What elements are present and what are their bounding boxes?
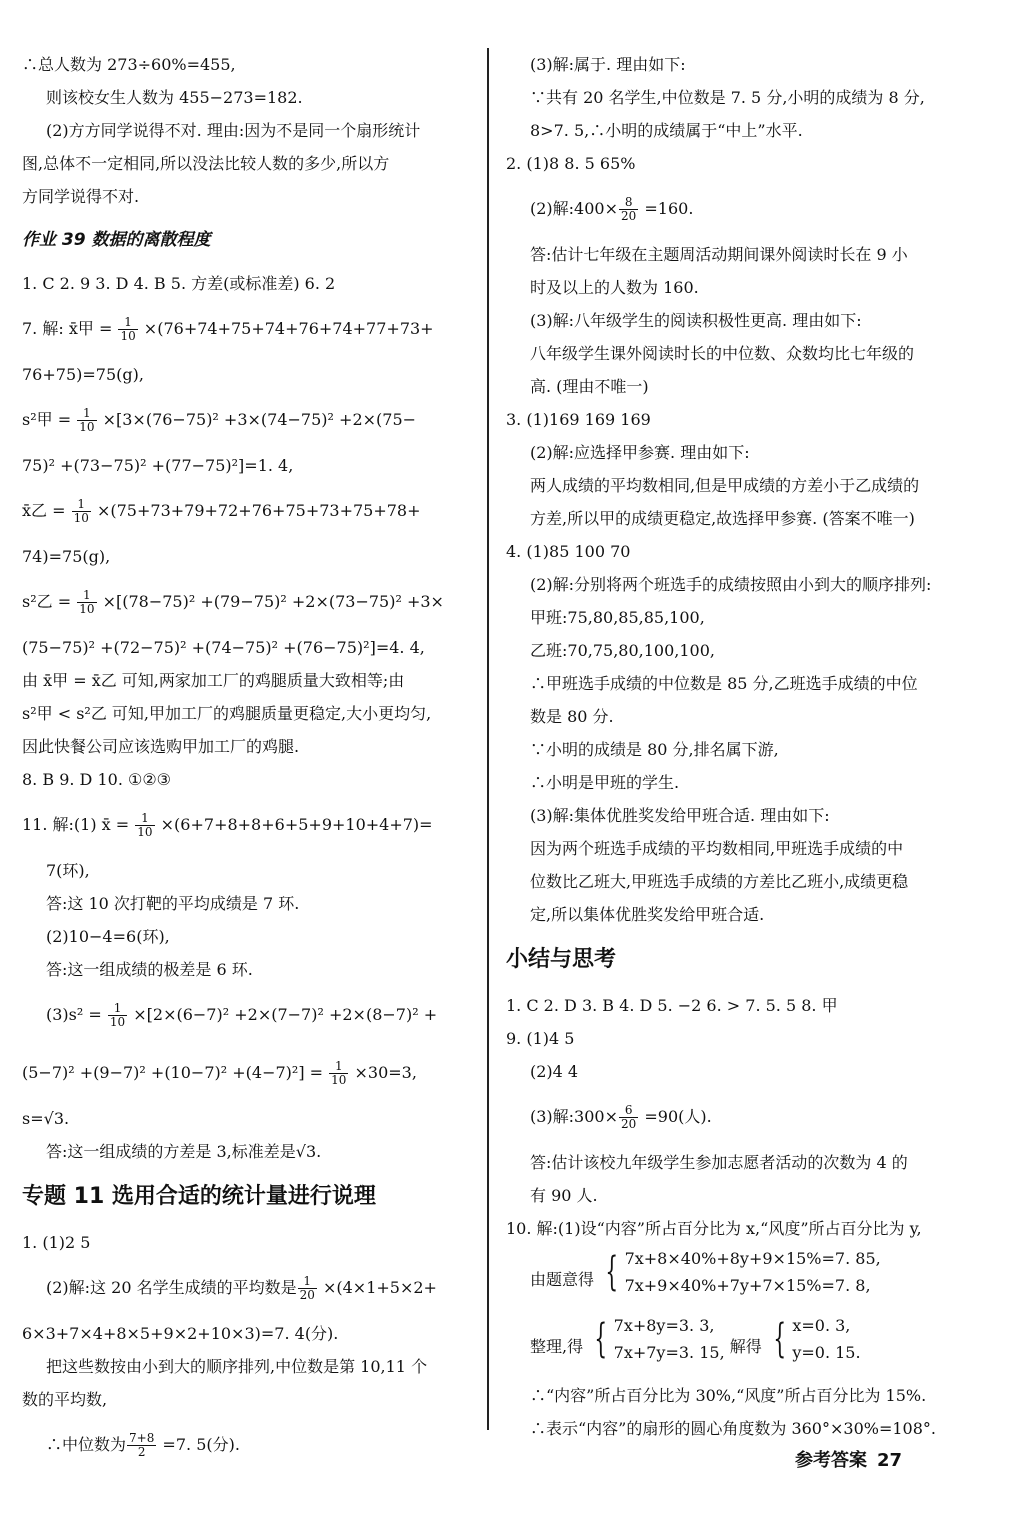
text-span: ×[3×(76−75)² +3×(74−75)² +2×(75− [97,410,417,429]
equation-system [767,1312,861,1366]
text-line: (2)10−4=6(环), [46,927,170,946]
fraction [77,589,96,616]
section-heading-39: 作业 39 数据的离散程度 [22,230,211,250]
text-line: 1. C 2. 9 3. D 4. B 5. 方差(或标准差) 6. 2 [22,274,336,293]
text-line: 74)=75(g), [22,547,111,566]
text-line: (2)解:分别将两个班选手的成绩按照由小到大的顺序排列: [530,575,932,594]
equation: 7x+8×40%+8y+9×15%=7. 85, [624,1249,881,1268]
fraction-numerator: 1 [77,589,96,603]
right-column [506,48,954,1445]
text-line: 76+75)=75(g), [22,365,144,384]
fraction [77,407,96,434]
brace-icon: { [605,1249,619,1295]
text-line: 位数比乙班大,甲班选手成绩的方差比乙班小,成绩更稳 [530,872,909,891]
brace-icon: { [594,1316,608,1362]
text-line: 1. C 2. D 3. B 4. D 5. −2 6. > 7. 5. 5 8. 甲 [506,996,838,1015]
text-line: 时及以上的人数为 160. [530,278,699,297]
text-span: 整理,得 [530,1337,584,1356]
text-line [22,1416,470,1474]
fraction-numerator: 1 [329,1060,348,1074]
fraction [619,196,638,223]
fraction [118,316,137,343]
text-line [22,573,470,631]
page-number: 27 [877,1450,903,1471]
text-line: 因为两个班选手成绩的平均数相同,甲班选手成绩的中 [530,839,904,858]
text-line: 6×3+7×4+8×5+9×2+10×3)=7. 4(分). [22,1324,339,1343]
text-span: ×30=3, [349,1063,417,1082]
text-line: 数是 80 分. [530,707,614,726]
text-line [22,1044,470,1102]
text-line: ∵共有 20 名学生,中位数是 7. 5 分,小明的成绩为 8 分, [530,88,925,107]
text-span: 11. 解:(1) x̄ = [22,815,135,834]
text-line: 9. (1)4 5 [506,1029,575,1048]
text-line: ∴总人数为 273÷60%=455, [22,55,236,74]
fraction-numerator: 1 [118,316,137,330]
text-line: (3)解:集体优胜奖发给甲班合适. 理由如下: [530,806,830,825]
text-line: 乙班:70,75,80,100,100, [530,641,715,660]
fraction-denominator: 10 [79,602,95,616]
text-line: s=√3. [22,1109,70,1128]
text-line [506,1088,954,1146]
text-span: =90(人). [639,1107,712,1126]
equation-rows [625,1245,881,1299]
text-line: 答:估计七年级在主题周活动期间课外阅读时长在 9 小 [530,245,908,264]
text-line: (2)解:应选择甲参赛. 理由如下: [530,443,750,462]
text-line [22,391,470,449]
text-line: ∴表示“内容”的扇形的圆心角度数为 360°×30%=108°. [530,1419,936,1438]
fraction [329,1060,348,1087]
text-line: 2. (1)8 8. 5 65% [506,154,636,173]
text-line: 答:这一组成绩的方差是 3,标准差是√3. [46,1142,322,1161]
equation-system-line [506,1312,954,1379]
text-span: (3)解:300× [530,1107,619,1126]
text-line [22,986,470,1044]
fraction [298,1275,317,1302]
text-line: (75−75)² +(72−75)² +(74−75)² +(76−75)²]=4. 4, [22,638,425,657]
fraction-denominator: 10 [73,511,89,525]
equation: 7x+9×40%+7y+7×15%=7. 8, [624,1276,871,1295]
text-line [22,482,470,540]
text-span: ×(6+7+8+8+6+5+9+10+4+7)= [155,815,433,834]
text-line: 8. B 9. D 10. ①②③ [22,770,172,789]
fraction-denominator: 10 [109,1015,126,1029]
text-span: s²甲 = [22,410,77,429]
fraction [619,1104,638,1131]
text-span: 解得 [729,1337,762,1356]
equation-system [588,1312,724,1366]
text-line: 由 x̄甲 = x̄乙 可知,两家加工厂的鸡腿质量大致相等;由 [22,671,405,690]
fraction-denominator: 20 [621,209,637,223]
equation-rows [792,1312,860,1366]
text-span: ∴中位数为 [46,1435,127,1454]
fraction-denominator: 10 [331,1073,347,1087]
brace-icon: { [773,1316,786,1362]
text-line: 答:这一组成绩的极差是 6 环. [46,960,253,979]
page-footer [795,1446,902,1472]
fraction-numerator: 1 [108,1002,127,1016]
text-line: 定,所以集体优胜奖发给甲班合适. [530,905,765,924]
text-line: (3)解:八年级学生的阅读积极性更高. 理由如下: [530,311,862,330]
fraction-denominator: 2 [137,1445,146,1459]
fraction [108,1002,127,1029]
text-span: (3)s² = [46,1005,107,1024]
text-span: 由题意得 [530,1270,595,1289]
text-span: x̄乙 = [22,501,71,520]
text-line: ∴“内容”所占百分比为 30%,“风度”所占百分比为 15%. [530,1386,927,1405]
text-line: 图,总体不一定相同,所以没法比较人数的多少,所以方 [22,154,390,173]
text-line: 则该校女生人数为 455−273=182. [46,88,303,107]
equation-system-line [506,1245,954,1312]
fraction-denominator: 20 [621,1117,637,1131]
text-line: 方差,所以甲的成绩更稳定,故选择甲参赛. (答案不唯一) [530,509,915,528]
fraction-numerator: 1 [135,812,154,826]
text-line: 7(环), [46,861,90,880]
text-line: 答:估计该校九年级学生参加志愿者活动的次数为 4 的 [530,1153,908,1172]
text-span: s²乙 = [22,592,77,611]
text-span: (2)解:400× [530,199,619,218]
text-line: (2)方方同学说得不对. 理由:因为不是同一个扇形统计 [46,121,421,140]
fraction-denominator: 20 [299,1288,315,1302]
text-line: 1. (1)2 5 [22,1233,91,1252]
equation: x=0. 3, [792,1316,851,1335]
fraction-numerator: 8 [619,196,638,210]
text-line: (2)4 4 [530,1062,579,1081]
text-line: 因此快餐公司应该选购甲加工厂的鸡腿. [22,737,300,756]
text-span: (5−7)² +(9−7)² +(10−7)² +(4−7)²] = [22,1063,329,1082]
text-line: 甲班:75,80,85,85,100, [530,608,705,627]
text-line [22,796,470,854]
text-line [506,180,954,238]
text-line: 答:这 10 次打靶的平均成绩是 7 环. [46,894,300,913]
text-line: 把这些数按由小到大的顺序排列,中位数是第 10,11 个 [46,1357,428,1376]
text-span: ×(75+73+79+72+76+75+73+75+78+ [91,501,421,520]
text-line: s²甲 < s²乙 可知,甲加工厂的鸡腿质量更稳定,大小更均匀, [22,704,432,723]
text-line: 4. (1)85 100 70 [506,542,631,561]
text-span: ×(76+74+75+74+76+74+77+73+ [138,319,434,338]
fraction [127,1432,156,1459]
text-line: ∴小明是甲班的学生. [530,773,680,792]
text-line: 方同学说得不对. [22,187,140,206]
text-line: 两人成绩的平均数相同,但是甲成绩的方差小于乙成绩的 [530,476,920,495]
text-line [22,1259,470,1317]
text-span: ×[2×(6−7)² +2×(7−7)² +2×(8−7)² + [128,1005,438,1024]
column-divider [487,48,489,1430]
text-line: 8>7. 5,∴小明的成绩属于“中上”水平. [530,121,803,140]
fraction-numerator: 1 [72,498,91,512]
equation-rows [614,1312,725,1366]
fraction-numerator: 6 [619,1104,638,1118]
text-line [22,300,470,358]
fraction-numerator: 1 [77,407,96,421]
text-line: 数的平均数, [22,1390,108,1409]
equation: 7x+8y=3. 3, [613,1316,715,1335]
fraction [72,498,91,525]
left-column [22,48,470,1474]
text-span: =160. [639,199,694,218]
text-span: ×(4×1+5×2+ [317,1278,437,1297]
text-span: 7. 解: x̄甲 = [22,319,118,338]
text-span: (2)解:这 20 名学生成绩的平均数是 [46,1278,297,1297]
footer-label: 参考答案 [795,1450,867,1471]
equation: 7x+7y=3. 15, [613,1343,725,1362]
fraction-numerator: 7+8 [129,1431,155,1445]
text-line: 3. (1)169 169 169 [506,410,651,429]
text-line: 75)² +(73−75)² +(77−75)²]=1. 4, [22,456,294,475]
text-line: ∴甲班选手成绩的中位数是 85 分,乙班选手成绩的中位 [530,674,918,693]
text-line: ∵小明的成绩是 80 分,排名属下游, [530,740,779,759]
section-heading-summary: 小结与思考 [506,947,617,972]
text-line: 八年级学生课外阅读时长的中位数、众数均比七年级的 [530,344,915,363]
text-span: ×[(78−75)² +(79−75)² +2×(73−75)² +3× [97,592,444,611]
text-line: 高. (理由不唯一) [530,377,649,396]
text-span: =7. 5(分). [157,1435,240,1454]
text-line: (3)解:属于. 理由如下: [530,55,686,74]
section-heading-topic-11: 专题 11 选用合适的统计量进行说理 [22,1184,376,1209]
fraction [135,812,154,839]
equation: y=0. 15. [792,1343,861,1362]
text-line: 有 90 人. [530,1186,598,1205]
fraction-numerator: 1 [298,1275,317,1289]
equation-system [599,1245,881,1299]
fraction-denominator: 10 [137,825,153,839]
text-line: 10. 解:(1)设“内容”所占百分比为 x,“风度”所占百分比为 y, [506,1219,922,1238]
fraction-denominator: 10 [79,420,95,434]
fraction-denominator: 10 [120,329,136,343]
